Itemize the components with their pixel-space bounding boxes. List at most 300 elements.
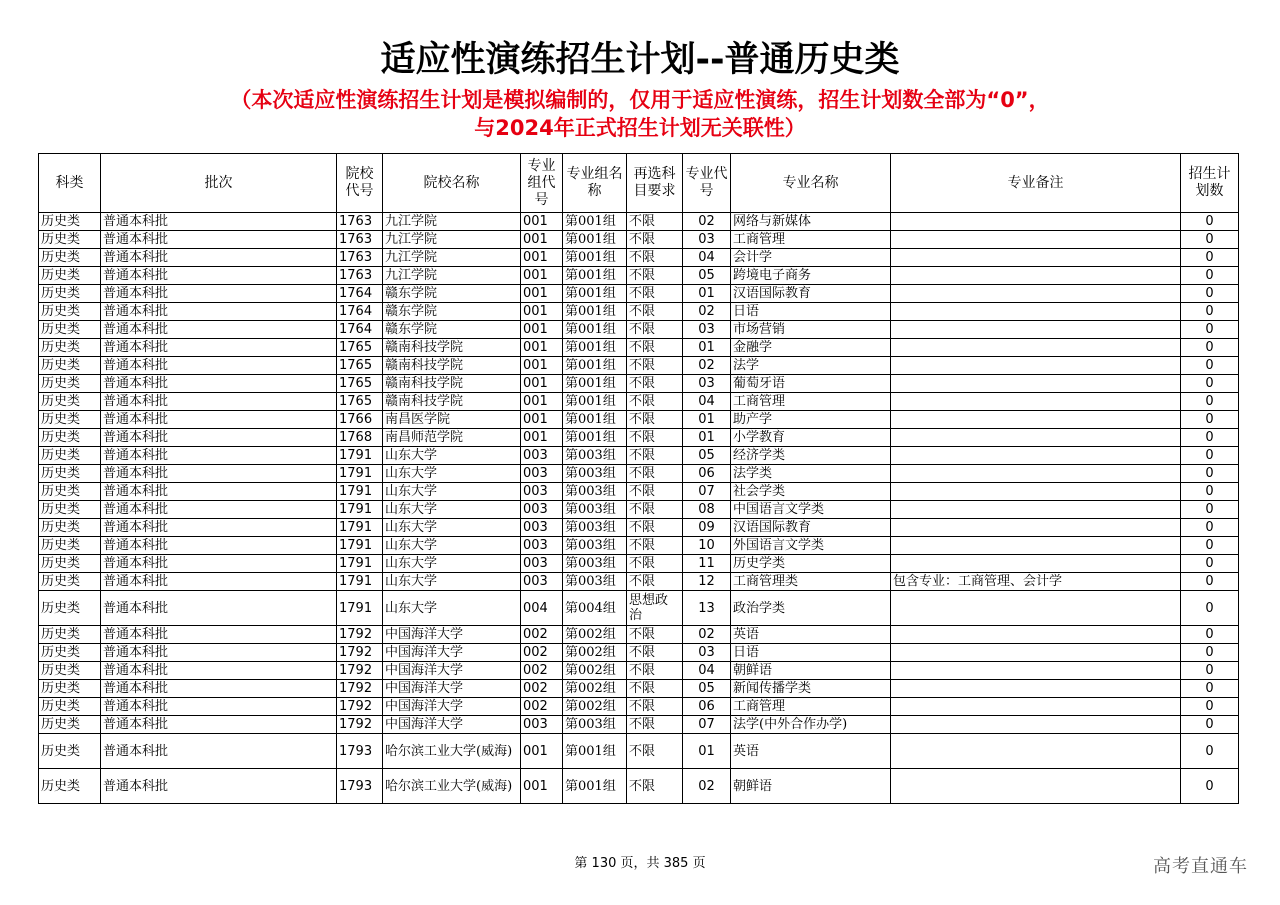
cell-remark (891, 249, 1181, 267)
table-row (39, 339, 1239, 357)
cell-group-code: 001 (521, 429, 563, 447)
cell-major-code: 03 (683, 644, 731, 662)
cell-batch: 普通本科批 (101, 249, 337, 267)
cell-major-name: 汉语国际教育 (731, 285, 891, 303)
cell-school-code: 1763 (337, 249, 383, 267)
cell-school-code: 1791 (337, 519, 383, 537)
cell-quota: 0 (1181, 231, 1239, 249)
cell-group-code: 002 (521, 662, 563, 680)
cell-category: 历史类 (39, 537, 101, 555)
cell-school-code: 1792 (337, 644, 383, 662)
cell-school-code: 1766 (337, 411, 383, 429)
cell-school-code: 1765 (337, 339, 383, 357)
cell-major-name: 经济学类 (731, 447, 891, 465)
cell-quota: 0 (1181, 537, 1239, 555)
cell-group-code: 002 (521, 644, 563, 662)
cell-reselect: 不限 (627, 734, 683, 769)
cell-major-code: 01 (683, 429, 731, 447)
cell-group-code: 001 (521, 231, 563, 249)
cell-major-code: 05 (683, 680, 731, 698)
cell-reselect: 不限 (627, 644, 683, 662)
cell-major-name: 会计学 (731, 249, 891, 267)
table-row (39, 537, 1239, 555)
cell-remark (891, 769, 1181, 804)
cell-school-name: 赣东学院 (383, 321, 521, 339)
cell-quota: 0 (1181, 483, 1239, 501)
cell-quota: 0 (1181, 429, 1239, 447)
cell-major-name: 工商管理 (731, 698, 891, 716)
cell-group-name: 第001组 (563, 734, 627, 769)
cell-remark (891, 429, 1181, 447)
cell-major-code: 01 (683, 734, 731, 769)
cell-group-code: 001 (521, 375, 563, 393)
cell-major-code: 02 (683, 357, 731, 375)
cell-quota: 0 (1181, 555, 1239, 573)
brand-watermark: 高考直通车 (1153, 856, 1248, 877)
cell-batch: 普通本科批 (101, 769, 337, 804)
header-school-code: 院校代号 (337, 154, 383, 213)
cell-group-code: 003 (521, 501, 563, 519)
cell-reselect: 不限 (627, 267, 683, 285)
cell-quota: 0 (1181, 321, 1239, 339)
cell-batch: 普通本科批 (101, 680, 337, 698)
cell-reselect: 不限 (627, 769, 683, 804)
cell-quota: 0 (1181, 411, 1239, 429)
cell-school-name: 山东大学 (383, 519, 521, 537)
cell-reselect: 不限 (627, 465, 683, 483)
cell-major-code: 04 (683, 662, 731, 680)
cell-reselect: 不限 (627, 285, 683, 303)
cell-major-code: 05 (683, 267, 731, 285)
cell-category: 历史类 (39, 375, 101, 393)
cell-school-code: 1792 (337, 716, 383, 734)
table-body (39, 213, 1239, 804)
cell-batch: 普通本科批 (101, 591, 337, 626)
cell-group-name: 第001组 (563, 267, 627, 285)
cell-group-code: 001 (521, 213, 563, 231)
cell-school-name: 山东大学 (383, 465, 521, 483)
cell-group-name: 第001组 (563, 231, 627, 249)
cell-group-code: 001 (521, 285, 563, 303)
cell-school-code: 1791 (337, 591, 383, 626)
cell-category: 历史类 (39, 769, 101, 804)
cell-school-name: 赣东学院 (383, 303, 521, 321)
cell-school-name: 山东大学 (383, 537, 521, 555)
cell-group-code: 003 (521, 537, 563, 555)
cell-batch: 普通本科批 (101, 626, 337, 644)
cell-remark (891, 303, 1181, 321)
cell-major-name: 历史学类 (731, 555, 891, 573)
table-row (39, 429, 1239, 447)
cell-major-name: 英语 (731, 626, 891, 644)
cell-group-name: 第001组 (563, 411, 627, 429)
cell-major-code: 12 (683, 573, 731, 591)
cell-group-name: 第001组 (563, 213, 627, 231)
cell-batch: 普通本科批 (101, 698, 337, 716)
table-row (39, 447, 1239, 465)
cell-batch: 普通本科批 (101, 555, 337, 573)
cell-group-code: 001 (521, 734, 563, 769)
cell-major-code: 07 (683, 483, 731, 501)
header-category: 科类 (39, 154, 101, 213)
cell-major-name: 外国语言文学类 (731, 537, 891, 555)
table-row (39, 769, 1239, 804)
cell-major-code: 06 (683, 465, 731, 483)
cell-school-name: 赣南科技学院 (383, 339, 521, 357)
cell-reselect: 不限 (627, 626, 683, 644)
table-row (39, 285, 1239, 303)
cell-major-code: 01 (683, 339, 731, 357)
cell-group-code: 003 (521, 483, 563, 501)
cell-remark (891, 537, 1181, 555)
cell-remark (891, 644, 1181, 662)
table-row (39, 555, 1239, 573)
cell-batch: 普通本科批 (101, 429, 337, 447)
table-row (39, 411, 1239, 429)
cell-major-name: 日语 (731, 303, 891, 321)
cell-group-code: 001 (521, 249, 563, 267)
table-row (39, 483, 1239, 501)
cell-quota: 0 (1181, 465, 1239, 483)
cell-major-code: 02 (683, 213, 731, 231)
cell-school-name: 赣南科技学院 (383, 393, 521, 411)
cell-batch: 普通本科批 (101, 519, 337, 537)
cell-school-name: 山东大学 (383, 573, 521, 591)
cell-major-code: 01 (683, 411, 731, 429)
cell-school-name: 南昌师范学院 (383, 429, 521, 447)
header-major-name: 专业名称 (731, 154, 891, 213)
cell-category: 历史类 (39, 231, 101, 249)
cell-major-name: 中国语言文学类 (731, 501, 891, 519)
cell-remark (891, 483, 1181, 501)
cell-school-name: 中国海洋大学 (383, 662, 521, 680)
cell-group-name: 第003组 (563, 483, 627, 501)
cell-major-code: 04 (683, 249, 731, 267)
cell-school-name: 中国海洋大学 (383, 716, 521, 734)
cell-category: 历史类 (39, 267, 101, 285)
cell-remark (891, 339, 1181, 357)
table-row (39, 465, 1239, 483)
cell-major-name: 葡萄牙语 (731, 375, 891, 393)
cell-category: 历史类 (39, 339, 101, 357)
cell-category: 历史类 (39, 429, 101, 447)
header-remark: 专业备注 (891, 154, 1181, 213)
cell-batch: 普通本科批 (101, 483, 337, 501)
cell-category: 历史类 (39, 716, 101, 734)
cell-major-code: 03 (683, 321, 731, 339)
cell-school-code: 1765 (337, 393, 383, 411)
cell-major-name: 英语 (731, 734, 891, 769)
cell-group-name: 第001组 (563, 429, 627, 447)
cell-school-code: 1791 (337, 501, 383, 519)
cell-category: 历史类 (39, 680, 101, 698)
cell-major-code: 02 (683, 769, 731, 804)
table-row (39, 573, 1239, 591)
cell-reselect: 不限 (627, 411, 683, 429)
cell-group-name: 第001组 (563, 357, 627, 375)
cell-reselect: 不限 (627, 716, 683, 734)
cell-quota: 0 (1181, 267, 1239, 285)
cell-quota: 0 (1181, 249, 1239, 267)
cell-group-code: 002 (521, 680, 563, 698)
cell-major-name: 法学 (731, 357, 891, 375)
cell-remark (891, 357, 1181, 375)
cell-group-code: 003 (521, 716, 563, 734)
cell-quota: 0 (1181, 375, 1239, 393)
cell-batch: 普通本科批 (101, 393, 337, 411)
cell-group-code: 003 (521, 555, 563, 573)
cell-school-code: 1764 (337, 303, 383, 321)
cell-major-name: 政治学类 (731, 591, 891, 626)
cell-category: 历史类 (39, 698, 101, 716)
table-header-row (39, 154, 1239, 213)
cell-quota: 0 (1181, 680, 1239, 698)
cell-batch: 普通本科批 (101, 573, 337, 591)
cell-remark (891, 501, 1181, 519)
cell-group-name: 第001组 (563, 285, 627, 303)
table-row (39, 519, 1239, 537)
cell-remark (891, 662, 1181, 680)
cell-major-name: 工商管理 (731, 393, 891, 411)
cell-reselect: 不限 (627, 519, 683, 537)
cell-batch: 普通本科批 (101, 357, 337, 375)
header-group-code: 专业组代号 (521, 154, 563, 213)
cell-school-name: 九江学院 (383, 249, 521, 267)
cell-category: 历史类 (39, 303, 101, 321)
cell-batch: 普通本科批 (101, 303, 337, 321)
cell-group-name: 第003组 (563, 465, 627, 483)
cell-reselect: 不限 (627, 447, 683, 465)
cell-major-code: 03 (683, 375, 731, 393)
cell-major-name: 金融学 (731, 339, 891, 357)
cell-school-name: 九江学院 (383, 231, 521, 249)
cell-school-name: 中国海洋大学 (383, 644, 521, 662)
cell-major-name: 工商管理 (731, 231, 891, 249)
cell-remark (891, 519, 1181, 537)
cell-school-name: 山东大学 (383, 483, 521, 501)
cell-remark (891, 698, 1181, 716)
page-number: 第 130 页，共 385 页 (574, 856, 706, 871)
cell-school-name: 山东大学 (383, 447, 521, 465)
cell-group-code: 001 (521, 321, 563, 339)
cell-school-name: 山东大学 (383, 591, 521, 626)
cell-batch: 普通本科批 (101, 213, 337, 231)
cell-batch: 普通本科批 (101, 644, 337, 662)
cell-group-code: 001 (521, 357, 563, 375)
cell-quota: 0 (1181, 447, 1239, 465)
table-row (39, 249, 1239, 267)
enrollment-plan-table (38, 153, 1239, 804)
header-group-name: 专业组名称 (563, 154, 627, 213)
cell-remark (891, 231, 1181, 249)
cell-school-code: 1764 (337, 285, 383, 303)
cell-reselect: 不限 (627, 339, 683, 357)
cell-school-name: 南昌医学院 (383, 411, 521, 429)
cell-batch: 普通本科批 (101, 339, 337, 357)
cell-batch: 普通本科批 (101, 537, 337, 555)
cell-major-code: 09 (683, 519, 731, 537)
cell-group-name: 第001组 (563, 249, 627, 267)
cell-group-name: 第002组 (563, 626, 627, 644)
cell-group-name: 第003组 (563, 519, 627, 537)
cell-category: 历史类 (39, 357, 101, 375)
cell-major-name: 朝鲜语 (731, 662, 891, 680)
cell-major-code: 11 (683, 555, 731, 573)
cell-group-name: 第001组 (563, 321, 627, 339)
cell-category: 历史类 (39, 447, 101, 465)
cell-remark (891, 734, 1181, 769)
cell-school-name: 九江学院 (383, 213, 521, 231)
table-row (39, 375, 1239, 393)
cell-batch: 普通本科批 (101, 267, 337, 285)
cell-reselect: 不限 (627, 231, 683, 249)
cell-school-name: 哈尔滨工业大学(威海) (383, 769, 521, 804)
cell-batch: 普通本科批 (101, 501, 337, 519)
cell-category: 历史类 (39, 519, 101, 537)
cell-major-name: 日语 (731, 644, 891, 662)
cell-major-name: 朝鲜语 (731, 769, 891, 804)
cell-school-name: 山东大学 (383, 555, 521, 573)
cell-school-code: 1763 (337, 231, 383, 249)
cell-batch: 普通本科批 (101, 734, 337, 769)
cell-major-name: 小学教育 (731, 429, 891, 447)
table-row (39, 734, 1239, 769)
cell-quota: 0 (1181, 644, 1239, 662)
cell-group-code: 001 (521, 339, 563, 357)
table-row (39, 662, 1239, 680)
cell-reselect: 不限 (627, 501, 683, 519)
cell-quota: 0 (1181, 716, 1239, 734)
cell-school-code: 1793 (337, 734, 383, 769)
cell-major-name: 法学类 (731, 465, 891, 483)
cell-remark: 包含专业：工商管理、会计学 (891, 573, 1181, 591)
cell-group-code: 001 (521, 769, 563, 804)
header-school-name: 院校名称 (383, 154, 521, 213)
cell-school-code: 1791 (337, 465, 383, 483)
cell-school-name: 九江学院 (383, 267, 521, 285)
cell-school-code: 1792 (337, 662, 383, 680)
table-row (39, 303, 1239, 321)
cell-group-name: 第003组 (563, 716, 627, 734)
table-row (39, 626, 1239, 644)
cell-quota: 0 (1181, 393, 1239, 411)
cell-reselect: 不限 (627, 249, 683, 267)
cell-reselect: 不限 (627, 537, 683, 555)
cell-quota: 0 (1181, 339, 1239, 357)
disclaimer-line-2: 与2024年正式招生计划无关联性） (474, 116, 806, 140)
cell-remark (891, 465, 1181, 483)
cell-school-code: 1765 (337, 357, 383, 375)
cell-school-code: 1764 (337, 321, 383, 339)
cell-remark (891, 411, 1181, 429)
cell-remark (891, 447, 1181, 465)
disclaimer-line-1: （本次适应性演练招生计划是模拟编制的，仅用于适应性演练，招生计划数全部为“0”， (230, 88, 1050, 112)
cell-remark (891, 285, 1181, 303)
cell-group-name: 第002组 (563, 662, 627, 680)
cell-group-name: 第002组 (563, 698, 627, 716)
cell-quota: 0 (1181, 734, 1239, 769)
cell-school-code: 1792 (337, 698, 383, 716)
cell-group-name: 第003组 (563, 537, 627, 555)
cell-reselect: 不限 (627, 357, 683, 375)
cell-school-code: 1792 (337, 626, 383, 644)
cell-school-code: 1793 (337, 769, 383, 804)
cell-major-name: 汉语国际教育 (731, 519, 891, 537)
cell-school-code: 1791 (337, 537, 383, 555)
cell-major-code: 02 (683, 303, 731, 321)
cell-school-name: 赣东学院 (383, 285, 521, 303)
cell-category: 历史类 (39, 249, 101, 267)
table-row (39, 698, 1239, 716)
cell-group-name: 第001组 (563, 769, 627, 804)
cell-quota: 0 (1181, 662, 1239, 680)
cell-remark (891, 680, 1181, 698)
cell-school-code: 1763 (337, 267, 383, 285)
cell-major-code: 02 (683, 626, 731, 644)
cell-reselect: 思想政治 (627, 591, 683, 626)
cell-major-code: 05 (683, 447, 731, 465)
cell-school-name: 中国海洋大学 (383, 698, 521, 716)
cell-batch: 普通本科批 (101, 375, 337, 393)
cell-batch: 普通本科批 (101, 716, 337, 734)
cell-group-code: 004 (521, 591, 563, 626)
cell-school-name: 哈尔滨工业大学(威海) (383, 734, 521, 769)
cell-reselect: 不限 (627, 393, 683, 411)
cell-category: 历史类 (39, 573, 101, 591)
cell-school-name: 赣南科技学院 (383, 357, 521, 375)
cell-quota: 0 (1181, 573, 1239, 591)
cell-group-code: 001 (521, 393, 563, 411)
cell-school-name: 赣南科技学院 (383, 375, 521, 393)
cell-major-code: 01 (683, 285, 731, 303)
cell-major-name: 跨境电子商务 (731, 267, 891, 285)
cell-group-name: 第004组 (563, 591, 627, 626)
cell-remark (891, 626, 1181, 644)
cell-category: 历史类 (39, 591, 101, 626)
cell-group-code: 003 (521, 465, 563, 483)
cell-remark (891, 716, 1181, 734)
cell-major-code: 04 (683, 393, 731, 411)
cell-quota: 0 (1181, 285, 1239, 303)
cell-school-code: 1791 (337, 447, 383, 465)
cell-category: 历史类 (39, 662, 101, 680)
header-batch: 批次 (101, 154, 337, 213)
cell-group-code: 003 (521, 519, 563, 537)
cell-reselect: 不限 (627, 555, 683, 573)
table-row (39, 393, 1239, 411)
cell-reselect: 不限 (627, 375, 683, 393)
cell-quota: 0 (1181, 357, 1239, 375)
cell-reselect: 不限 (627, 213, 683, 231)
table-row (39, 213, 1239, 231)
header-quota: 招生计划数 (1181, 154, 1239, 213)
cell-group-name: 第001组 (563, 303, 627, 321)
cell-major-code: 08 (683, 501, 731, 519)
header-reselect: 再选科目要求 (627, 154, 683, 213)
table-row (39, 501, 1239, 519)
cell-major-name: 工商管理类 (731, 573, 891, 591)
cell-quota: 0 (1181, 769, 1239, 804)
cell-category: 历史类 (39, 734, 101, 769)
cell-group-name: 第001组 (563, 339, 627, 357)
cell-category: 历史类 (39, 393, 101, 411)
cell-major-code: 03 (683, 231, 731, 249)
cell-group-name: 第003组 (563, 573, 627, 591)
cell-school-name: 中国海洋大学 (383, 626, 521, 644)
cell-reselect: 不限 (627, 429, 683, 447)
cell-reselect: 不限 (627, 321, 683, 339)
cell-major-code: 13 (683, 591, 731, 626)
